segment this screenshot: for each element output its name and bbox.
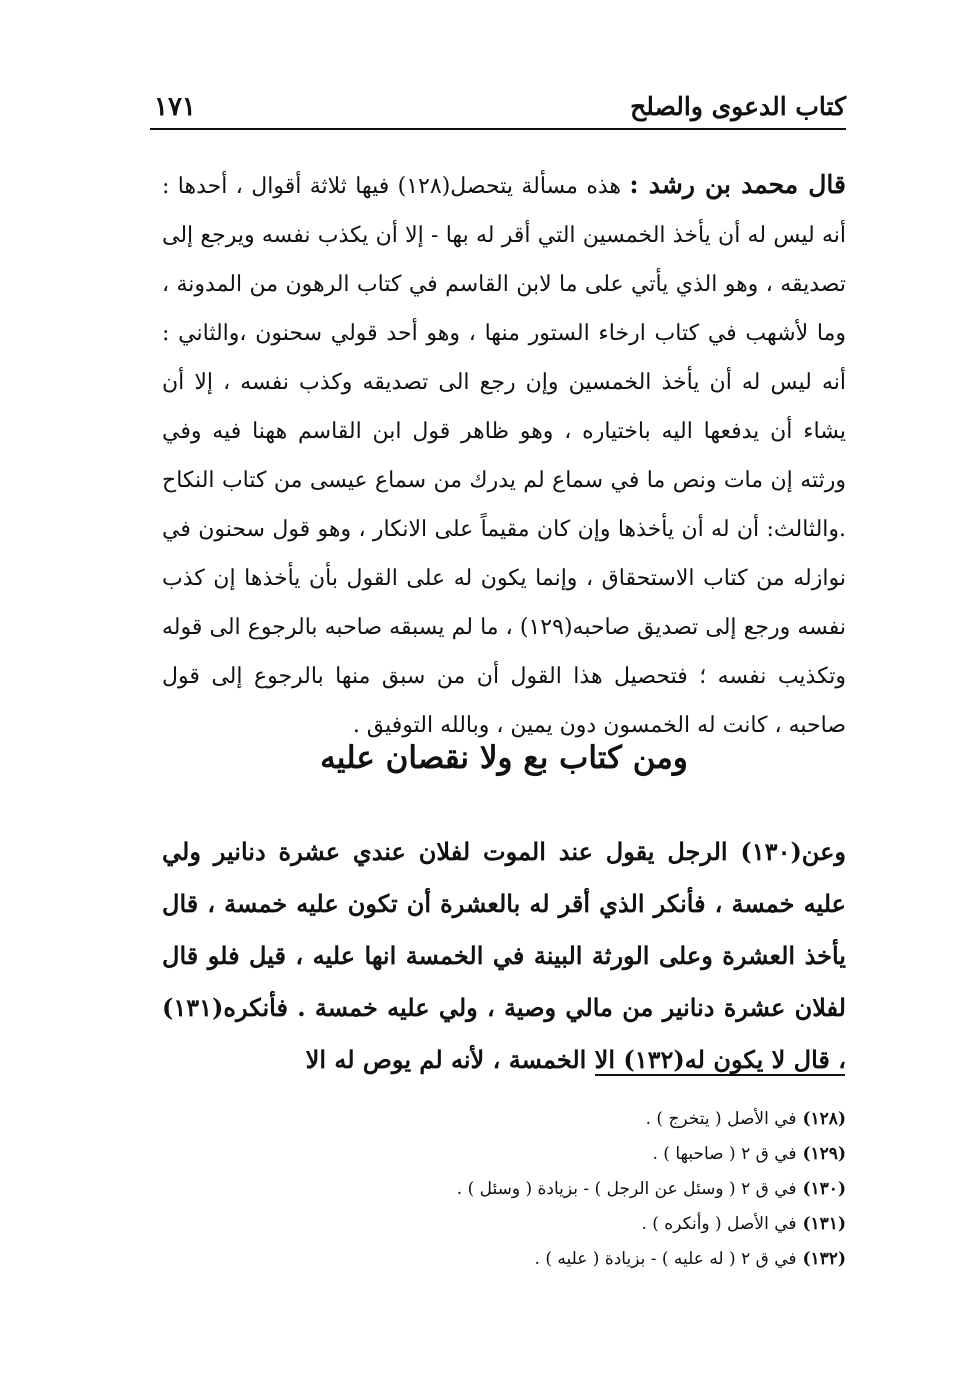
footnotes — [326, 1102, 846, 1277]
header-title: كتاب الدعوى والصلح — [630, 92, 846, 121]
footnote-number: (١٣٢) — [802, 1249, 846, 1269]
footnote — [326, 1242, 846, 1277]
footnote — [326, 1172, 846, 1207]
footnote-text: في ق ٢ ( صاحبها ) . — [652, 1144, 797, 1164]
footnote-number: (١٣١) — [802, 1214, 846, 1234]
footnote-text: في الأصل ( وأنكره ) . — [641, 1214, 797, 1234]
running-header — [150, 84, 846, 130]
footnote-number: (١٢٩) — [802, 1144, 846, 1164]
footnote — [326, 1207, 846, 1242]
section-heading: ومن كتاب بع ولا نقصان عليه — [320, 740, 688, 776]
footnote-number: (١٢٨) — [802, 1109, 846, 1129]
footnote-number: (١٣٠) — [802, 1179, 846, 1199]
page-number: ١٧١ — [154, 92, 196, 122]
question-paragraph: وعن(١٣٠) الرجل يقول عند الموت لفلان عندي عشرة دنانير ولي عليه خمسة ، فأنكر الذي أقر له بالعشرة أن تكون عليه خمسة ، قال يأخذ العشرة وعلى الورثة البينة في الخمسة انها عليه ، قيل فلو قال لفلان عشرة دنانير من مالي وصية ، ولي عليه خمسة . فأنكره(١٣١) ، قال لا يكون له(١٣٢) الا الخمسة ، لأنه لم يوص له الا — [162, 837, 846, 1074]
footnote-text: في ق ٢ ( له عليه ) - بزيادة ( عليه ) . — [534, 1249, 797, 1269]
footnote-text: في الأصل ( يتخرج ) . — [645, 1109, 797, 1129]
paragraph-lead: قال محمد بن رشد : — [629, 170, 846, 199]
footnote — [326, 1137, 846, 1172]
commentary-paragraph — [162, 160, 846, 750]
footnote-separator — [595, 1074, 845, 1076]
footnote-text: في ق ٢ ( وسئل عن الرجل ) - بزيادة ( وسئل ) . — [456, 1179, 797, 1199]
paragraph-text: هذه مسألة يتحصل(١٢٨) فيها ثلاثة أقوال ، أحدها : أنه ليس له أن يأخذ الخمسين التي أقر له بها - إلا أن يكذب نفسه ويرجع إلى تصديقه ، وهو الذي يأتي على ما لابن القاسم في كتاب الرهون من المدونة ، وما لأشهب في كتاب ارخاء الستور منها ، وهو أحد قولي سحنون ،والثاني : أنه ليس له أن يأخذ الخمسين وإن رجع الى تصديقه وكذب نفسه ، إلا أن يشاء أن يدفعها اليه باختياره ، وهو ظاهر قول ابن القاسم ههنا فيه وفي ورثته إن مات ونص ما في سماع لم يدرك من سماع عيسى من كتاب النكاح .والثالث: أن له أن يأخذها وإن كان مقيماً على الانكار ، وهو قول سحنون في نوازله من كتاب الاستحقاق ، وإنما يكون له على القول بأن يأخذها إن كذب نفسه ورجع إلى تصديق صاحبه(١٢٩) ، ما لم يسبقه صاحبه بالرجوع الى قوله وتكذيب نفسه ؛ فتحصيل هذا القول أن من سبق منها بالرجوع إلى قول صاحبه ، كانت له الخمسون دون يمين ، وبالله التوفيق . — [162, 174, 847, 738]
footnote — [326, 1102, 846, 1137]
